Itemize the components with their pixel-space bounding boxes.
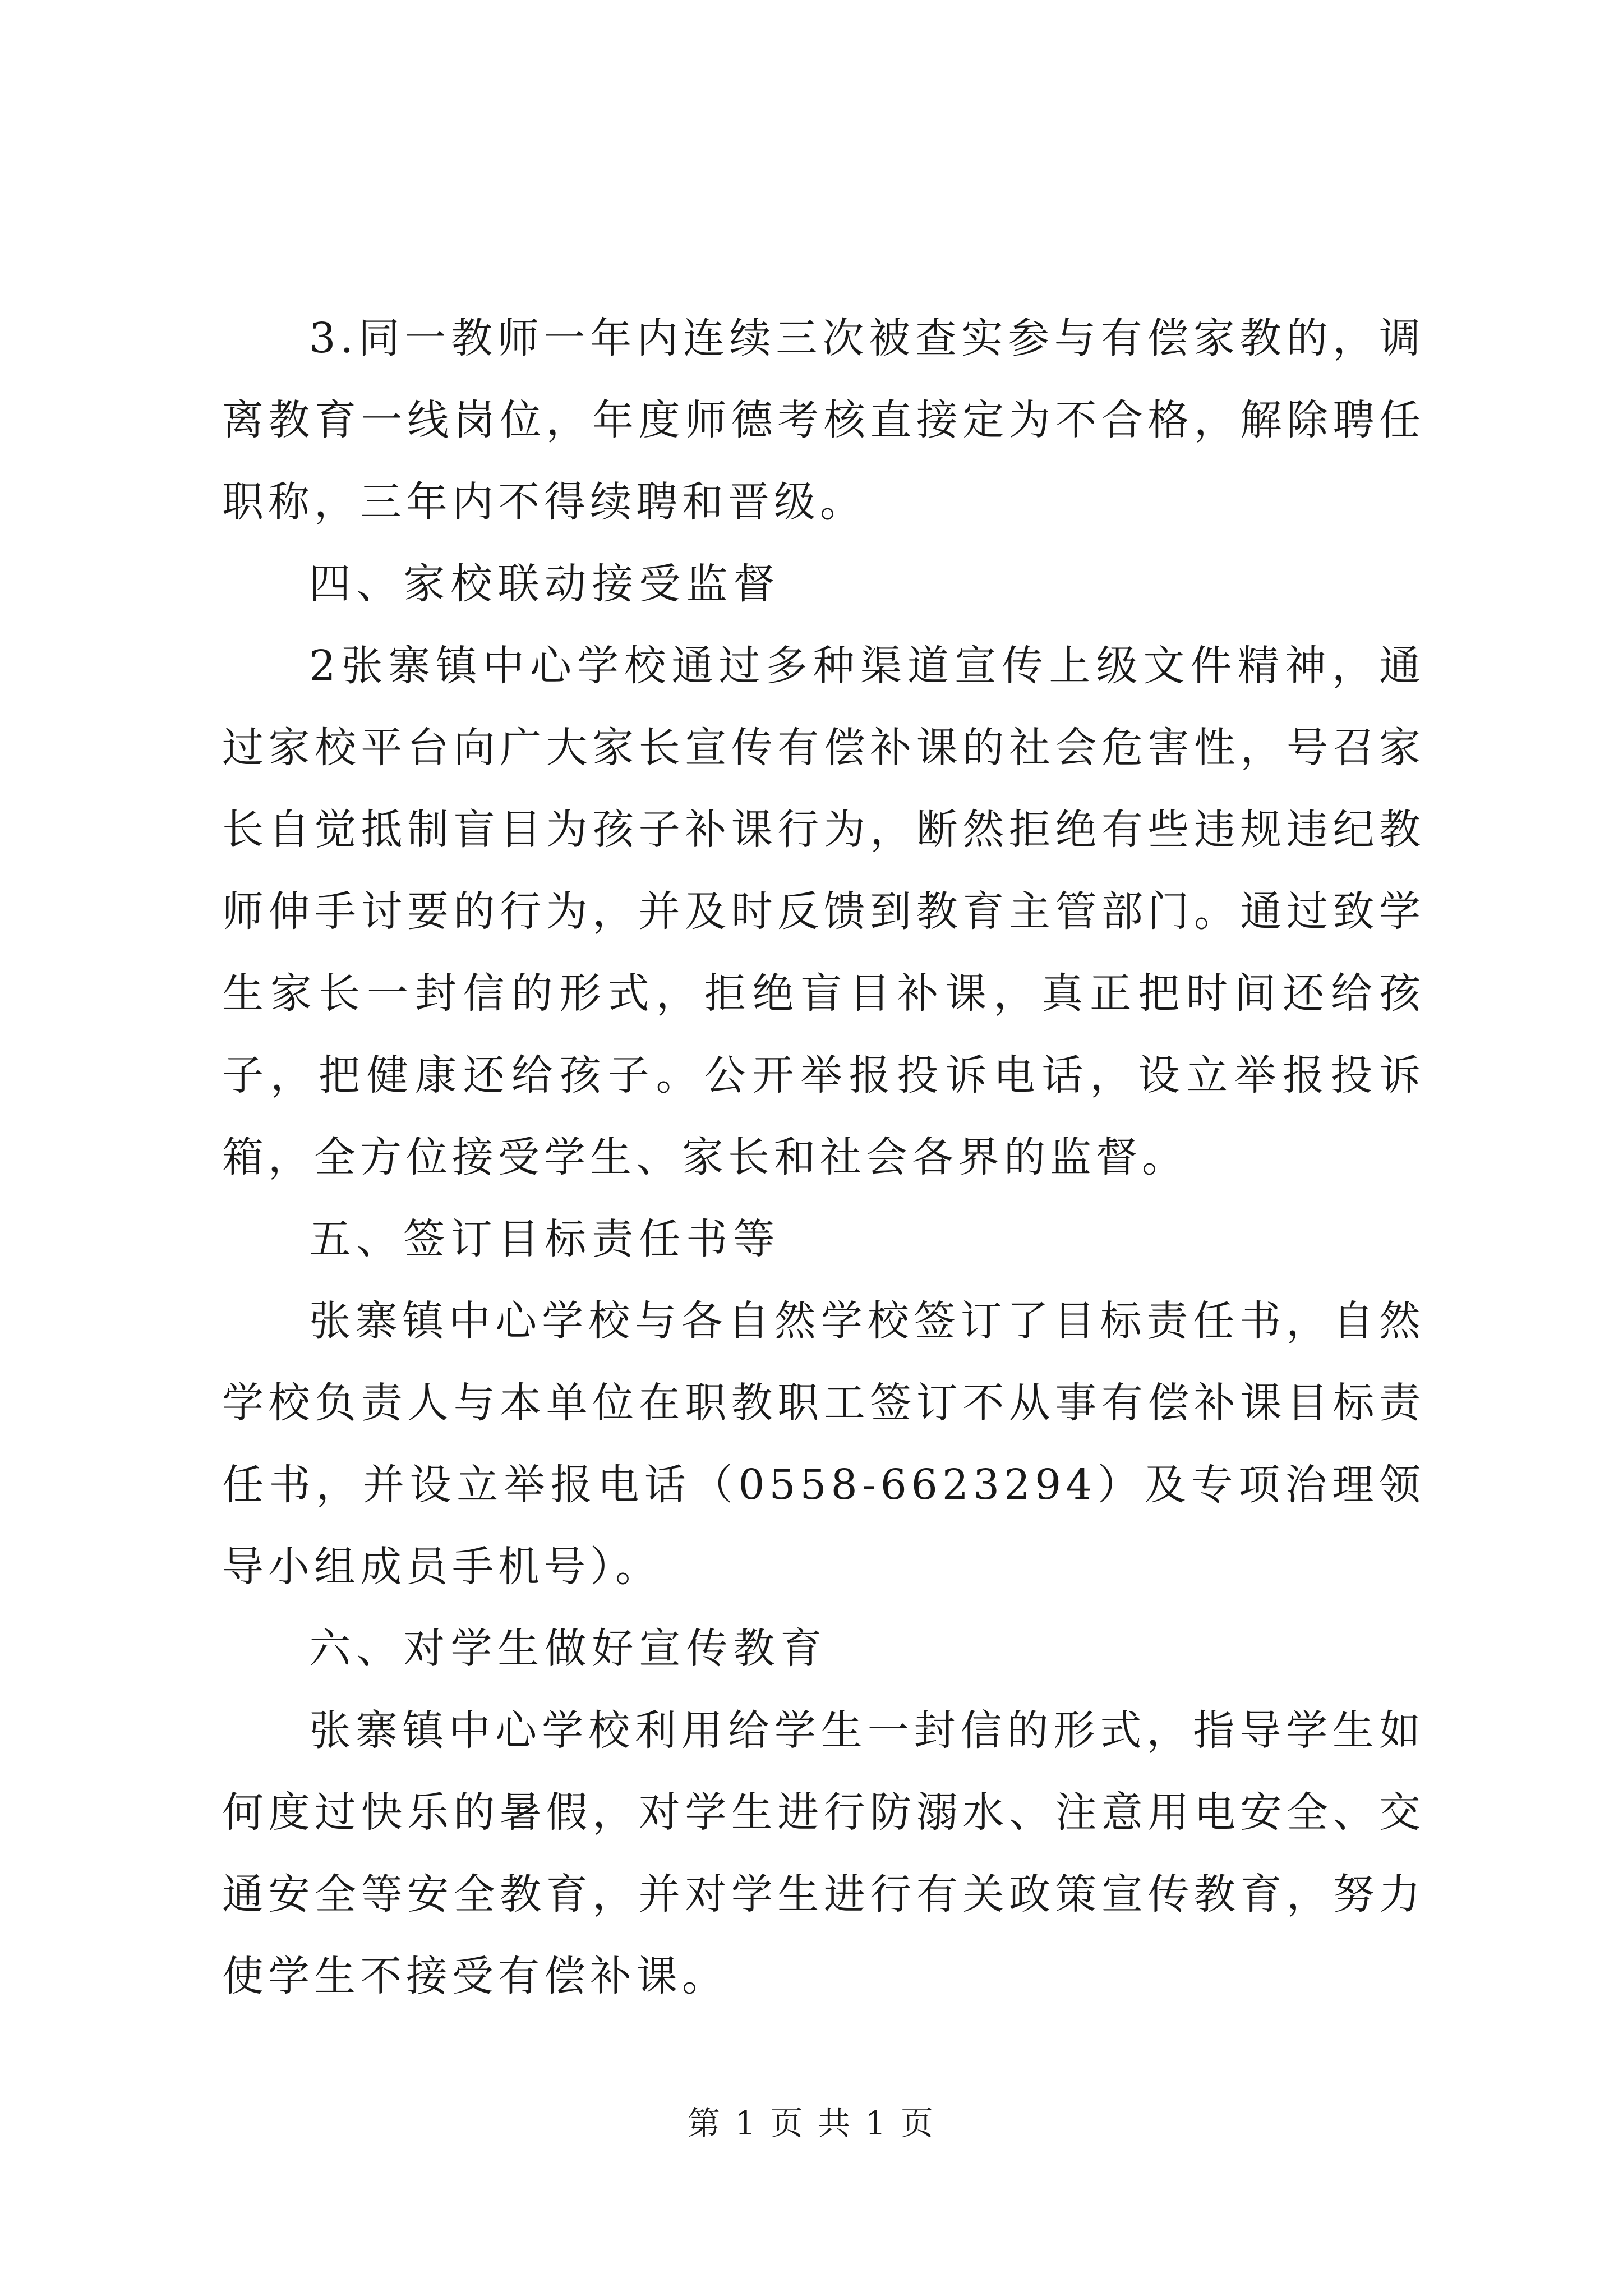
paragraph-teacher-penalty: 3.同一教师一年内连续三次被查实参与有偿家教的，调离教育一线岗位，年度师德考核直接定为不合格，解除聘任职称，三年内不得续聘和晋级。: [222, 314, 1425, 526]
paragraph-responsibility-letter: 张寨镇中心学校与各自然学校签订了目标责任书，自然学校负责人与本单位在职教职工签订不从事有偿补课目标责任书，并设立举报电话（0558-6623294）及专项治理领导小组成员手机号）。: [222, 1297, 1425, 1591]
page-footer: 第 1 页 共 1 页: [688, 2104, 935, 2142]
paragraph-student-education: 张寨镇中心学校利用给学生一封信的形式，指导学生如何度过快乐的暑假，对学生进行防溺水、注意用电安全、交通安全等安全教育，并对学生进行有关政策宣传教育，努力使学生不接受有偿补课。: [222, 1706, 1425, 2000]
document-body: [222, 297, 1425, 2017]
section-heading-home-school-supervision: 四、家校联动接受监督: [309, 560, 781, 608]
section-heading-student-education: 六、对学生做好宣传教育: [309, 1625, 828, 1673]
paragraph-home-school-supervision: 2张寨镇中心学校通过多种渠道宣传上级文件精神，通过家校平台向广大家长宣传有偿补课的社会危害性，号召家长自觉抵制盲目为孩子补课行为，断然拒绝有些违规违纪教师伸手讨要的行为，并及时反馈到教育主管部门。通过致学生家长一封信的形式，拒绝盲目补课，真正把时间还给孩子，把健康还给孩子。公开举报投诉电话，设立举报投诉箱，全方位接受学生、家长和社会各界的监督。: [222, 642, 1425, 1181]
section-heading-responsibility-letter: 五、签订目标责任书等: [309, 1215, 781, 1263]
